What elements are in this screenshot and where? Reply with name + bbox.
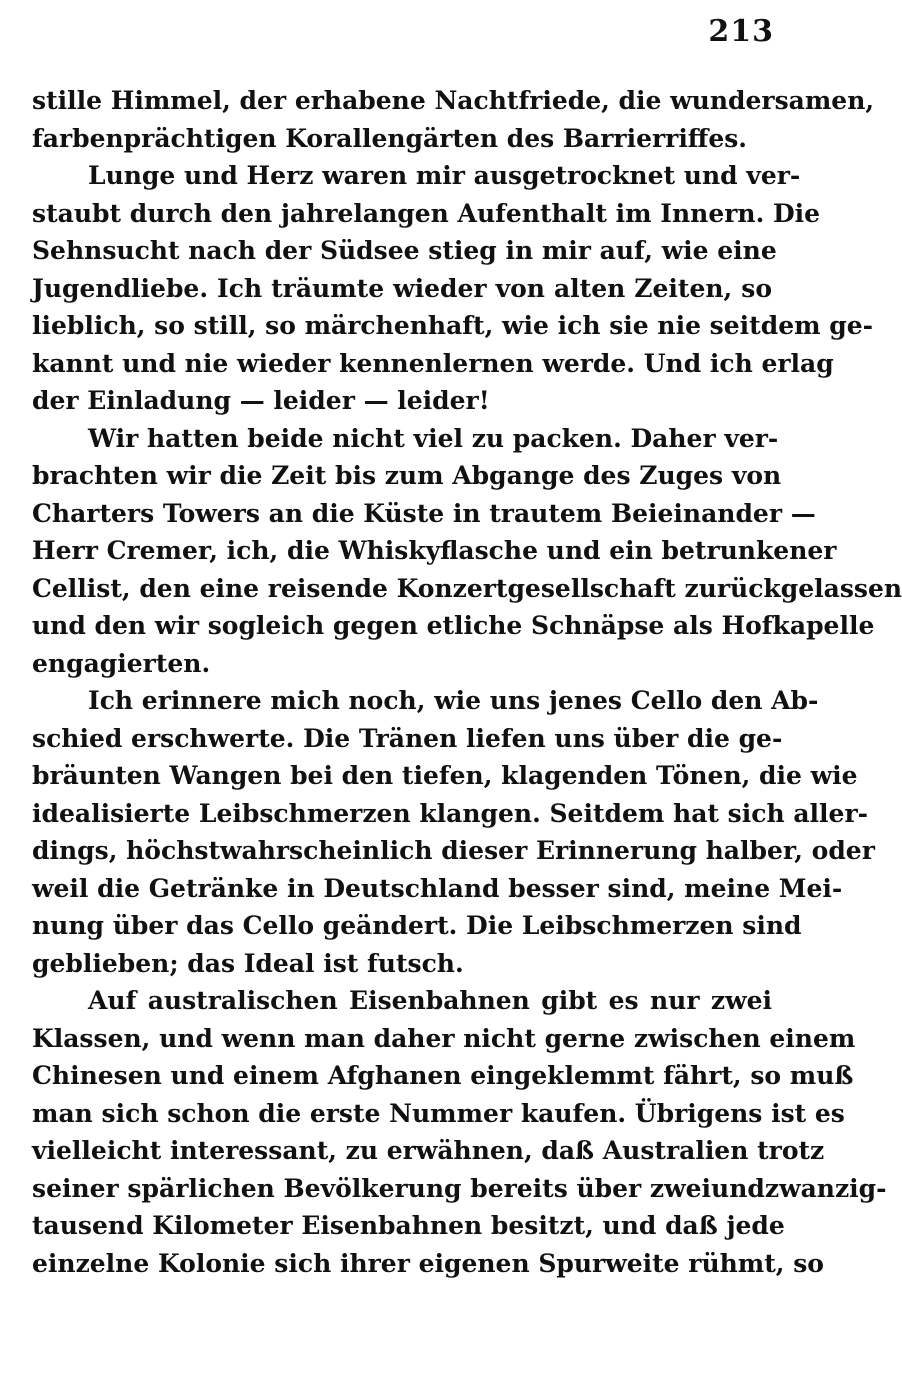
text-line: brachten wir die Zeit bis zum Abgange des Zuges von: [32, 461, 782, 490]
text-line: der Einladung — leider — leider!: [32, 386, 490, 415]
text-line: tausend Kilometer Eisenbahnen besitzt, und daß jede: [32, 1211, 785, 1240]
text-line: stille Himmel, der erhabene Nachtfriede, die wundersamen,: [32, 86, 875, 115]
text-line: Charters Towers an die Küste in trautem Beieinander —: [32, 498, 816, 528]
text-line: Chinesen und einem Afghanen eingeklemmt fährt, so muß: [32, 1061, 854, 1090]
body-text: [32, 82, 902, 1282]
text-line: staubt durch den jahrelangen Aufenthalt im Innern. Die: [32, 198, 821, 228]
text-line: bräunten Wangen bei den tiefen, klagenden Tönen, die wie: [32, 761, 858, 790]
text-line: schied erschwerte. Die Tränen liefen uns über die ge-: [32, 723, 783, 753]
page-number: 213: [708, 14, 774, 49]
text-line: weil die Getränke in Deutschland besser sind, meine Mei-: [32, 873, 843, 903]
text-line: Auf australischen Eisenbahnen gibt es nur zwei: [88, 986, 772, 1015]
text-line: man sich schon die erste Nummer kaufen. Übrigens ist es: [32, 1098, 845, 1128]
text-line: vielleicht interessant, zu erwähnen, daß Australien trotz: [32, 1136, 825, 1165]
text-line: geblieben; das Ideal ist futsch.: [32, 948, 464, 978]
text-line: kannt und nie wieder kennenlernen werde. Und ich erlag: [32, 348, 834, 378]
text-line: Lunge und Herz waren mir ausgetrocknet und ver-: [88, 161, 801, 190]
text-line: Jugendliebe. Ich träumte wieder von alten Zeiten, so: [32, 273, 772, 303]
text-line: und den wir sogleich gegen etliche Schnäpse als Hofkapelle: [32, 611, 875, 640]
text-line: Herr Cremer, ich, die Whiskyflasche und ein betrunkener: [32, 536, 837, 565]
text-line: Ich erinnere mich noch, wie uns jenes Cello den Ab-: [88, 686, 819, 715]
text-line: Sehnsucht nach der Südsee stieg in mir auf, wie eine: [32, 236, 777, 265]
text-line: dings, höchstwahrscheinlich dieser Erinnerung halber, oder: [32, 836, 875, 865]
text-line: engagierten.: [32, 648, 211, 678]
text-line: idealisierte Leibschmerzen klangen. Seitdem hat sich aller-: [32, 798, 868, 828]
text-line: Cellist, den eine reisende Konzertgesellschaft zurückgelassen: [32, 573, 902, 603]
text-line: Wir hatten beide nicht viel zu packen. Daher ver-: [88, 423, 779, 453]
text-line: farbenprächtigen Korallengärten des Barrierriffes.: [32, 123, 748, 153]
text-line: seiner spärlichen Bevölkerung bereits über zweiundzwanzig-: [32, 1173, 887, 1203]
text-line: Klassen, und wenn man daher nicht gerne zwischen einem: [32, 1023, 856, 1053]
text-line: einzelne Kolonie sich ihrer eigenen Spurweite rühmt, so: [32, 1248, 824, 1278]
text-line: nung über das Cello geändert. Die Leibschmerzen sind: [32, 911, 802, 940]
text-line: lieblich, so still, so märchenhaft, wie ich sie nie seitdem ge-: [32, 311, 874, 340]
